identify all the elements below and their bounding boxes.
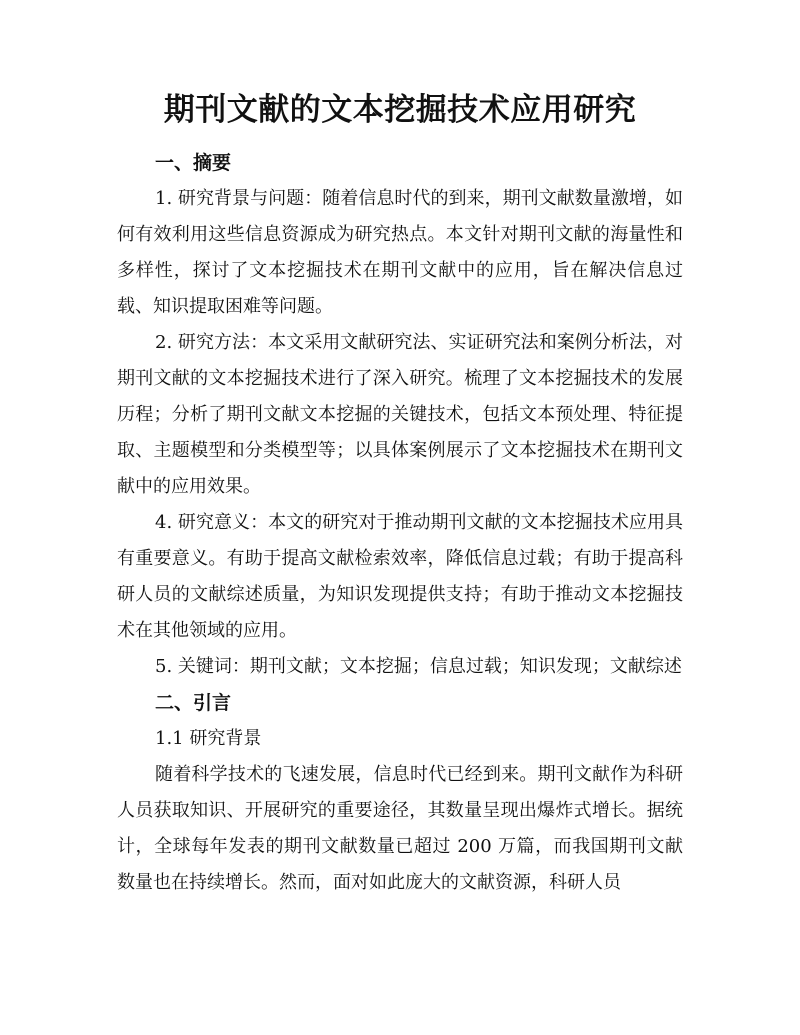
paragraph-research-significance: 4. 研究意义：本文的研究对于推动期刊文献的文本挖掘技术应用具有重要意义。有助于提高文献检索效率，降低信息过载；有助于提高科研人员的文献综述质量，为知识发现提供支持；有助于推动文本挖掘技术在其他领域的应用。 <box>117 512 683 641</box>
paragraph-research-method: 2. 研究方法：本文采用文献研究法、实证研究法和案例分析法，对期刊文献的文本挖掘技术进行了深入研究。梳理了文本挖掘技术的发展历程；分析了期刊文献文本挖掘的关键技术，包括文本预处理、特征提取、主题模型和分类模型等；以具体案例展示了文本挖掘技术在期刊文献中的应用效果。 <box>117 332 683 497</box>
paragraph-keywords: 5. 关键词：期刊文献；文本挖掘；信息过载；知识发现；文献综述 <box>155 656 682 677</box>
paragraph-research-background: 1. 研究背景与问题：随着信息时代的到来，期刊文献数量激增，如何有效利用这些信息资源成为研究热点。本文针对期刊文献的海量性和多样性，探讨了文本挖掘技术在期刊文献中的应用，旨在解决信息过载、知识提取困难等问题。 <box>117 188 683 317</box>
paragraph-introduction-background: 随着科学技术的飞速发展，信息时代已经到来。期刊文献作为科研人员获取知识、开展研究的重要途径，其数量呈现出爆炸式增长。据统计，全球每年发表的期刊文献数量已超过 200 万篇，而我国期刊文献数量也在持续增长。然而，面对如此庞大的文献资源，科研人员 <box>117 764 683 893</box>
document-title: 期刊文献的文本挖掘技术应用研究 <box>163 92 637 128</box>
section-heading-introduction: 二、引言 <box>155 692 232 714</box>
section-heading-abstract: 一、摘要 <box>155 152 232 174</box>
subsection-heading-background: 1.1 研究背景 <box>155 728 262 749</box>
document-body <box>117 145 683 901</box>
